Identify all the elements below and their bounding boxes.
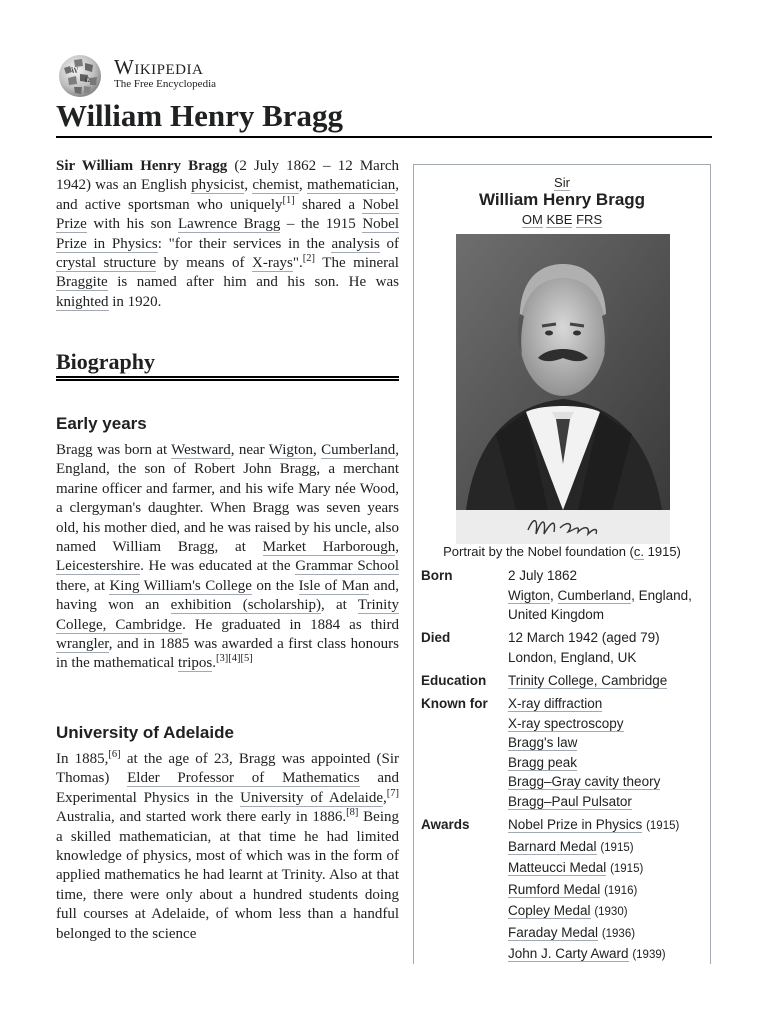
link-wigton[interactable]: Wigton xyxy=(268,442,314,458)
text: , xyxy=(395,539,400,556)
text: (2 July 1862 – 12 March 1942) was an English xyxy=(56,158,399,194)
link-nobel-prize[interactable]: Nobel Prize xyxy=(56,196,399,233)
link-tripos[interactable]: tripos xyxy=(178,655,213,672)
award-year: (1915) xyxy=(646,820,680,832)
award-year: (1915) xyxy=(610,863,644,875)
link-crystal-structure[interactable]: crystal structure xyxy=(56,255,157,272)
text: . He was educated at the xyxy=(140,558,296,575)
value-born xyxy=(508,566,708,625)
text: and, having won an xyxy=(56,577,399,614)
page-title: William Henry Bragg xyxy=(56,98,344,133)
link-cumberland[interactable]: Cumberland xyxy=(321,442,396,458)
text: Australia, and started work there early in 1886. xyxy=(56,809,347,826)
link-bragg-gray[interactable]: Bragg–Gray cavity theory xyxy=(508,774,661,789)
link-leicestershire[interactable]: Leicestershire xyxy=(56,558,141,575)
text: of xyxy=(379,235,400,252)
link-grammar-school[interactable]: Grammar School xyxy=(295,558,399,575)
award-year: (1915) xyxy=(600,841,634,854)
ref-8[interactable]: [8] xyxy=(346,807,359,819)
link-elder-professor[interactable]: Elder Professor of Mathematics xyxy=(127,770,360,787)
award-item xyxy=(508,837,708,859)
link-trinity-college[interactable]: Trinity College, Cambridge xyxy=(56,597,399,633)
label-died: Died xyxy=(421,630,451,645)
text: ". xyxy=(292,255,303,272)
text: by means of xyxy=(156,255,253,272)
link-braggite[interactable]: Braggite xyxy=(56,274,108,291)
link-sir[interactable]: Sir xyxy=(554,175,570,190)
link-analysis[interactable]: analysis xyxy=(331,235,380,252)
label-education: Education xyxy=(421,673,487,688)
link-award-copley[interactable]: Copley Medal xyxy=(508,903,591,918)
award-item xyxy=(508,901,708,923)
ref-7[interactable]: [7] xyxy=(386,787,399,799)
born-date: 2 July 1862 xyxy=(508,568,578,583)
text: Bragg was born at xyxy=(56,442,172,458)
link-bragg-paul[interactable]: Bragg–Paul Pulsator xyxy=(508,793,632,809)
tagline-text: The Free Encyclopedia xyxy=(114,78,217,90)
text: Portrait by the Nobel foundation ( xyxy=(443,544,634,559)
portrait-caption xyxy=(414,542,710,562)
text: . He graduated in 1884 as third xyxy=(182,616,400,633)
value-awards xyxy=(508,815,708,966)
early-years-paragraph xyxy=(56,441,399,674)
link-kbe[interactable]: KBE xyxy=(546,212,573,227)
infobox xyxy=(413,164,711,964)
infobox-row-education xyxy=(421,671,707,691)
text: , England, the son of Robert John Bragg, a merchant marine officer and farmer, and his wife Mary née Wood, a clergyman's daughter. When Bragg was seven years old, his mother died, and he was raised by his uncle, also named William Bragg, at xyxy=(56,442,399,556)
award-item xyxy=(508,815,708,837)
infobox-row-died xyxy=(421,628,707,668)
wordmark-text: Wikipedia xyxy=(114,55,204,79)
link-award-faraday[interactable]: Faraday Medal xyxy=(508,924,599,940)
svg-text:W: W xyxy=(71,67,79,75)
infobox-row-born xyxy=(421,566,707,626)
link-born-cumberland[interactable]: Cumberland xyxy=(557,587,632,603)
infobox-postnominals xyxy=(414,210,710,230)
text: on the xyxy=(251,577,299,594)
label-awards: Awards xyxy=(421,817,470,832)
born-country: United Kingdom xyxy=(508,607,605,622)
link-knighted[interactable]: knighted xyxy=(56,293,109,310)
text: at the age of 23, Bragg was appointed (Sir Thomas) xyxy=(56,751,399,787)
text: , xyxy=(550,587,558,603)
text: , and in 1885 was awarded a first class honours in the mathematical xyxy=(56,636,399,672)
award-item xyxy=(508,880,708,902)
text: is named after him and his son. He was xyxy=(107,274,399,291)
text: , xyxy=(383,789,387,806)
refs-3-4-5[interactable]: [3][4][5] xyxy=(215,653,253,665)
text: there, at xyxy=(56,577,110,594)
link-lawrence-bragg[interactable]: Lawrence Bragg xyxy=(178,216,281,233)
text: , at xyxy=(321,597,358,614)
link-westward[interactable]: Westward xyxy=(171,442,231,458)
intro-bold-name: Sir William Henry Bragg xyxy=(56,158,228,174)
text: , near xyxy=(230,442,269,458)
value-known-for xyxy=(508,694,708,811)
died-place: London, England, UK xyxy=(508,649,637,665)
link-xray-spectroscopy[interactable]: X-ray spectroscopy xyxy=(508,715,624,731)
text: , xyxy=(313,442,322,458)
text: – the 1915 xyxy=(280,216,363,233)
link-award-barnard[interactable]: Barnard Medal xyxy=(508,838,597,854)
award-year: (1936) xyxy=(601,927,636,940)
text: In 1885, xyxy=(56,751,109,767)
biography-heading: Biography xyxy=(56,349,156,374)
infobox-row-awards xyxy=(421,815,707,961)
link-chemist[interactable]: chemist xyxy=(252,177,300,194)
link-bragg-peak[interactable]: Bragg peak xyxy=(508,754,578,770)
text: and Experimental Physics in the xyxy=(56,770,399,806)
intro-paragraph xyxy=(56,157,399,312)
link-xray-diffraction[interactable]: X-ray diffraction xyxy=(508,696,603,711)
link-om[interactable]: OM xyxy=(521,212,543,227)
link-mathematician[interactable]: mathematician xyxy=(306,177,396,194)
label-known-for: Known for xyxy=(421,696,488,711)
link-award-nobel[interactable]: Nobel Prize in Physics xyxy=(508,817,643,832)
wikipedia-globe-logo[interactable] xyxy=(56,54,106,98)
link-university-of-adelaide[interactable]: University of Adelaide xyxy=(240,789,383,806)
link-education-trinity[interactable]: Trinity College, Cambridge xyxy=(508,673,668,688)
link-circa[interactable]: c. xyxy=(633,544,645,559)
award-item xyxy=(508,944,708,966)
link-physicist[interactable]: physicist xyxy=(191,177,245,194)
award-item xyxy=(508,923,708,945)
biography-divider xyxy=(56,376,399,381)
ref-2[interactable]: [2] xyxy=(302,253,315,265)
text: , xyxy=(299,177,307,194)
link-award-carty[interactable]: John J. Carty Award xyxy=(508,946,629,961)
value-education xyxy=(508,671,708,691)
link-wrangler[interactable]: wrangler xyxy=(56,636,109,653)
label-born: Born xyxy=(421,568,453,583)
text: Being a skilled mathematician, at that time he had limited knowledge of physics, most of which was in the form of applied mathematics he had learnt at Trinity. Also at that time, there were only about a hundred students doing full courses at Adelaide, of whom less than a handful belonged to the science xyxy=(56,809,399,942)
portrait-image[interactable] xyxy=(456,234,670,544)
adelaide-paragraph xyxy=(56,750,399,944)
intro-section xyxy=(56,157,399,312)
award-year: (1916) xyxy=(604,884,638,897)
link-market-harborough[interactable]: Market Harborough xyxy=(262,539,396,556)
svg-text:Ω: Ω xyxy=(85,77,90,84)
text: , and active sportsman who uniquely xyxy=(56,177,399,213)
text: , xyxy=(244,177,253,194)
award-item xyxy=(508,858,708,880)
ref-1[interactable]: [1] xyxy=(282,194,295,206)
link-isle-of-man[interactable]: Isle of Man xyxy=(298,577,370,594)
link-exhibition[interactable]: exhibition (scholarship) xyxy=(170,597,322,614)
award-year: (1939) xyxy=(632,949,666,961)
link-king-williams-college[interactable]: King William's College xyxy=(109,577,252,594)
link-award-rumford[interactable]: Rumford Medal xyxy=(508,881,601,897)
link-braggs-law[interactable]: Bragg's law xyxy=(508,735,578,750)
text: The mineral xyxy=(315,255,399,272)
adelaide-heading: University of Adelaide xyxy=(56,723,234,742)
text: , England, xyxy=(631,587,692,603)
link-award-matteucci[interactable]: Matteucci Medal xyxy=(508,860,607,875)
award-year: (1930) xyxy=(594,906,628,918)
value-died xyxy=(508,628,708,667)
text: . xyxy=(212,655,216,672)
text: with his son xyxy=(86,216,179,233)
died-date: 12 March 1942 (aged 79) xyxy=(508,630,660,645)
text: shared a xyxy=(294,196,363,213)
title-divider xyxy=(56,136,712,138)
wikipedia-wordmark[interactable] xyxy=(114,56,216,91)
link-frs[interactable]: FRS xyxy=(576,212,603,227)
text: : "for their services in the xyxy=(157,235,332,252)
link-born-wigton[interactable]: Wigton xyxy=(508,587,551,603)
text: 1915) xyxy=(644,544,681,559)
early-years-heading: Early years xyxy=(56,414,147,433)
infobox-row-known-for xyxy=(421,694,707,814)
text: in 1920. xyxy=(108,293,162,310)
born-place xyxy=(508,586,708,606)
ref-6[interactable]: [6] xyxy=(108,750,121,760)
link-nobel-physics[interactable]: Nobel Prize in Physics xyxy=(56,216,400,252)
infobox-name: William Henry Bragg xyxy=(478,190,646,209)
link-x-rays[interactable]: X-rays xyxy=(252,255,293,272)
